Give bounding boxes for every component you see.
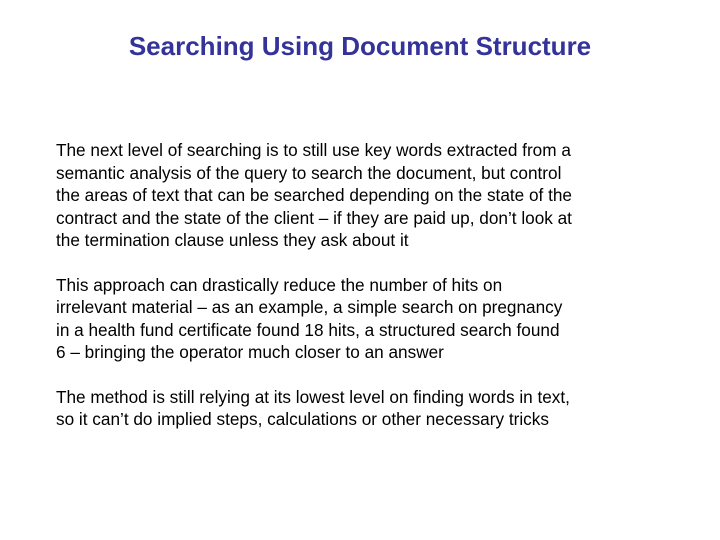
paragraph-2: This approach can drastically reduce the number of hits on irrelevant material – as an example, a simple search on pregnancy in a health fund certificate found 18 hits, a structured search found 6 – bringing the operator much closer to an answer — [56, 274, 563, 362]
paragraph-3: The method is still relying at its lowest level on finding words in text, so it can’t do implied steps, calculations or other necessary tricks — [56, 386, 570, 429]
slide-body — [56, 139, 666, 453]
paragraph-1: The next level of searching is to still use key words extracted from a semantic analysis of the query to search the document, but control the areas of text that can be searched depending on the state of the contract and the state of the client – if they are paid up, don’t look at the termination clause unless they ask about it — [56, 140, 572, 250]
slide-title: Searching Using Document Structure — [128, 31, 592, 61]
